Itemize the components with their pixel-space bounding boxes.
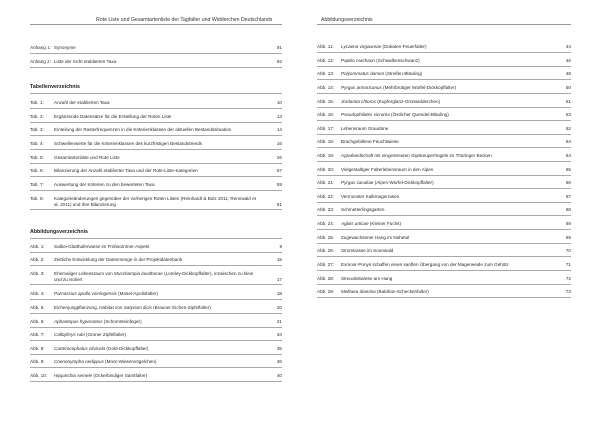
toc-entry-page: 21 — [276, 319, 282, 324]
toc-entry-text: Jordanita chloros (Kupferglanz-Grünwidderchen) — [341, 99, 441, 104]
toc-entry-rule — [30, 67, 282, 68]
toc-entry-rule — [317, 52, 571, 53]
toc-entry-text: Pyrgus cacaliae (Alpen-Würfel-Dickkopffalter) — [341, 180, 434, 185]
toc-entry-text: Aphantopus hyperantus (Schornsteinfeger) — [54, 319, 142, 324]
running-header-left: Rote Liste und Gesamtartenliste der Tagfalter und Widderchen Deutschlands — [96, 17, 273, 23]
toc-entry-label: Tab. 2: — [30, 114, 44, 119]
toc-entry-label: Abb. 14: — [317, 85, 335, 90]
species-name: Callophrys rubi — [54, 332, 85, 337]
toc-entry-label: Abb. 28: — [317, 276, 335, 281]
toc-entry-label: Tab. 6: — [30, 168, 44, 173]
species-name: Pyrgus cacaliae — [341, 180, 374, 185]
toc-entry-text: Zeitliche Entwicklung der Datenmenge in der Projektdatenbank — [54, 257, 183, 262]
toc-entry-page: 48 — [565, 71, 571, 76]
toc-entry-text: Parnassius apollo vinningensis (Mosel-Apollofalter) — [54, 291, 158, 296]
toc-entry-label: Abb. 5: — [30, 305, 45, 310]
toc-entry-text: Salbei-Glatthaferwiese im Frühsommer-Aspekt — [54, 244, 150, 249]
abbildungen-heading: Abbildungsverzeichnis — [30, 229, 88, 235]
toc-entry-text: Bilanzierung der Anzahl etablierter Taxa und der Rote-Liste-Kategorien — [54, 168, 198, 173]
species-name: Carterocephalus silvicola — [54, 346, 106, 351]
abbildungen-heading-rule — [30, 238, 282, 239]
toc-entry-page: 14 — [276, 127, 282, 132]
tabellen-heading: Tabellenverzeichnis — [30, 84, 80, 90]
toc-entry-label: Abb. 4: — [30, 291, 45, 296]
toc-entry-page: 36 — [276, 359, 282, 364]
running-header-right: Abbildungsverzeichnis — [321, 17, 373, 23]
toc-entry-rule — [317, 270, 571, 271]
toc-entry-text: Ehemaliger Lebensraum von Muschampia lavatherae (Loreley-Dickkopffalter), inzwischen zu klein und zu isoliert — [54, 271, 254, 282]
toc-entry-label: Abb. 27: — [317, 262, 335, 267]
toc-entry-rule — [317, 188, 571, 189]
toc-entry-text: Hipparchia semele (Ockerbindiger Samtfalter) — [54, 373, 148, 378]
toc-entry-text: Stromtrasse im Soonwald — [341, 248, 394, 253]
toc-entry-page: 69 — [565, 235, 571, 240]
toc-entry-label: Abb. 3: — [30, 271, 45, 276]
toc-entry-page: 40 — [276, 373, 282, 378]
toc-entry-rule — [30, 190, 282, 191]
toc-entry-label: Abb. 12: — [317, 58, 335, 63]
toc-entry-label: Tab. 1: — [30, 100, 44, 105]
toc-entry-label: Abb. 1: — [30, 244, 45, 249]
header-rule-left — [30, 24, 282, 25]
toc-entry-text: Lebensraum Graudüne — [341, 126, 389, 131]
toc-entry-rule — [317, 175, 571, 176]
toc-entry-page: 13 — [276, 114, 282, 119]
toc-entry-rule — [317, 243, 571, 244]
species-name: Satyrium ilicis — [123, 305, 152, 310]
toc-entry-text: Kategorieänderungen gegenüber der vorherigen Roten Listen (Reinhardt & Bolz 2011; Rennwald et al. 2011) und ihre Bilanzierung — [54, 196, 256, 207]
toc-entry-text: Gesamtartenliste und Rote Liste — [54, 155, 120, 160]
toc-entry-text: Auswertung der Kriterien zu den bewerteten Taxa — [54, 182, 155, 187]
toc-entry-rule — [317, 202, 571, 203]
toc-entry-rule — [317, 120, 571, 121]
species-name: Parnassius apollo vinningensis — [54, 291, 117, 296]
toc-entry-label: Abb. 25: — [317, 235, 335, 240]
toc-entry-label: Tab. 5: — [30, 155, 44, 160]
toc-entry-page: 53 — [565, 112, 571, 117]
toc-entry-page: 18 — [276, 291, 282, 296]
toc-entry-label: Abb. 2: — [30, 257, 45, 262]
toc-entry-label: Abb. 29: — [317, 289, 335, 294]
toc-entry-page: 44 — [565, 44, 571, 49]
toc-entry-rule — [30, 340, 282, 341]
toc-entry-rule — [30, 108, 282, 109]
toc-entry-text: Brachgefallene Feuchtwiese — [341, 139, 399, 144]
toc-entry-rule — [30, 284, 282, 285]
toc-entry-rule — [30, 367, 282, 368]
toc-entry-text: Liste der nicht etablierten Taxa — [54, 59, 117, 64]
toc-entry-rule — [317, 161, 571, 162]
toc-entry-rule — [317, 284, 571, 285]
toc-entry-rule — [317, 66, 571, 67]
toc-entry-label: Abb. 6: — [30, 319, 45, 324]
toc-entry-label: Abb. 8: — [30, 346, 45, 351]
toc-entry-label: Abb. 26: — [317, 248, 335, 253]
toc-entry-label: Abb. 7: — [30, 332, 45, 337]
species-name: Pseudophilotes vicrama — [341, 112, 390, 117]
toc-entry-rule — [30, 327, 282, 328]
toc-entry-rule — [317, 256, 571, 257]
toc-entry-label: Abb. 17: — [317, 126, 335, 131]
toc-entry-text: Anzahl der etablierten Taxa — [54, 100, 110, 105]
toc-entry-label: Abb. 16: — [317, 112, 335, 117]
toc-entry-text: Carterocephalus silvicola (Gold-Dickkopffalter) — [54, 346, 149, 351]
toc-entry-page: 67 — [565, 194, 571, 199]
toc-entry-rule — [30, 135, 282, 136]
toc-entry-page: 50 — [565, 85, 571, 90]
toc-entry-rule — [30, 299, 282, 300]
toc-entry-rule — [30, 313, 282, 314]
toc-entry-label: Abb. 18: — [317, 139, 335, 144]
toc-entry-label: Anhang 2: — [30, 59, 51, 64]
toc-entry-page: 10 — [276, 100, 282, 105]
toc-entry-label: Abb. 22: — [317, 194, 335, 199]
toc-entry-page: 69 — [565, 221, 571, 226]
toc-entry-text: Vermooster Kalkmagerrasen — [341, 194, 400, 199]
toc-entry-page: 59 — [276, 182, 282, 187]
toc-entry-rule — [30, 163, 282, 164]
toc-entry-label: Abb. 24: — [317, 221, 335, 226]
toc-entry-rule — [317, 229, 571, 230]
toc-entry-text: Melitaea diamina (Baldrian-Scheckenfalter) — [341, 289, 429, 294]
toc-entry-text: Schmetterlingsgarten — [341, 207, 385, 212]
toc-entry-rule — [30, 265, 282, 266]
toc-entry-text: Lycaena virgaureae (Dukaten-Feuerfalter) — [341, 44, 427, 49]
toc-entry-rule — [317, 107, 571, 108]
toc-entry-page: 26 — [276, 155, 282, 160]
toc-entry-rule — [30, 53, 282, 54]
toc-entry-rule — [317, 147, 571, 148]
tabellen-heading-rule — [30, 93, 282, 94]
toc-entry-label: Tab. 7: — [30, 182, 44, 187]
toc-entry-page: 15 — [276, 257, 282, 262]
toc-entry-page: 64 — [565, 139, 571, 144]
toc-entry-rule — [30, 149, 282, 150]
toc-entry-rule — [30, 122, 282, 123]
toc-entry-text: Callophrys rubi (Grüner Zipfelfalter) — [54, 332, 126, 337]
toc-entry-page: 92 — [276, 59, 282, 64]
toc-entry-label: Abb. 15: — [317, 99, 335, 104]
toc-entry-text: Aglais urticae (Kleiner Fuchs) — [341, 221, 401, 226]
toc-entry-label: Abb. 21: — [317, 180, 335, 185]
toc-entry-label: Abb. 10: — [30, 373, 48, 378]
species-name: Aglais urticae — [341, 221, 369, 226]
toc-entry-page: 71 — [565, 262, 571, 267]
toc-entry-rule — [317, 215, 571, 216]
toc-entry-page: 17 — [276, 276, 282, 282]
toc-entry-rule — [317, 134, 571, 135]
toc-entry-page: 9 — [279, 244, 282, 249]
species-name: Melitaea diamina — [341, 289, 376, 294]
toc-entry-page: 20 — [276, 305, 282, 310]
species-name: Papilio machaon — [341, 58, 375, 63]
toc-entry-label: Abb. 11: — [317, 44, 334, 49]
toc-entry-page: 65 — [565, 167, 571, 172]
toc-entry-page: 68 — [565, 207, 571, 212]
toc-entry-page: 70 — [565, 248, 571, 253]
toc-entry-label: Abb. 13: — [317, 71, 335, 76]
toc-entry-rule — [30, 176, 282, 177]
toc-entry-page: 72 — [565, 276, 571, 281]
toc-entry-label: Anhang 1: — [30, 45, 51, 50]
toc-entry-label: Tab. 4: — [30, 141, 44, 146]
toc-entry-page: 51 — [565, 99, 571, 104]
toc-entry-text: Synonyme — [54, 45, 76, 50]
toc-entry-label: Abb. 9: — [30, 359, 45, 364]
toc-entry-text: Exmoor-Ponys schaffen einen sanften Übergang von der Magerweide zum Gehölz — [341, 262, 509, 267]
species-name: Pyrgus armoricanus — [341, 85, 382, 90]
species-name: Coenonympha oedippus — [54, 359, 104, 364]
toc-entry-text: Papilio machaon (Schwalbenschwanz) — [341, 58, 420, 63]
toc-entry-text: Pseudophilotes vicrama (Östlicher Quendel-Bläuling) — [341, 112, 449, 117]
toc-entry-text: Polyommatus damon (Streifen-Bläuling) — [341, 71, 423, 76]
species-name: Jordanita chloros — [341, 99, 376, 104]
toc-entry-rule — [317, 79, 571, 80]
toc-entry-rule — [30, 381, 282, 382]
toc-entry-rule — [30, 209, 282, 210]
toc-entry-page: 64 — [565, 153, 571, 158]
species-name: Polyommatus damon — [341, 71, 385, 76]
toc-entry-page: 62 — [565, 126, 571, 131]
toc-entry-label: Abb. 20: — [317, 167, 335, 172]
toc-entry-text: Streuobstwiese am Hang — [341, 276, 393, 281]
toc-entry-page: 46 — [565, 58, 571, 63]
species-name: Aphantopus hyperantus — [54, 319, 103, 324]
toc-entry-page: 16 — [276, 141, 282, 146]
toc-entry-label: Tab. 3: — [30, 127, 44, 132]
toc-entry-text: Eichenjungpflanzung, Habitat von Satyrium ilicis (Brauner Eichen-Zipfelfalter) — [54, 305, 211, 310]
toc-entry-text: Agrarlandschaft mit eingestreuten Gipskeuperhügeln im Thüringer Becken — [341, 153, 492, 158]
toc-entry-label: Abb. 23: — [317, 207, 335, 212]
toc-entry-text: Schwellenwerte für die Kriterienklassen des kurzfristigen Bestandstrends — [54, 141, 203, 146]
toc-entry-label: Abb. 19: — [317, 153, 335, 158]
toc-entry-rule — [30, 252, 282, 253]
toc-entry-page: 57 — [276, 168, 282, 173]
toc-entry-text: Vielgestaltiger Falterlebensraum in den Alpen — [341, 167, 434, 172]
toc-entry-text: Einteilung der Rasterfrequenzen in die Kriterienklassen der aktuellen Bestandssituation — [54, 127, 232, 132]
toc-entry-label: Tab. 8: — [30, 196, 44, 201]
toc-entry-text: Zugewachsener Hang im Nahetal — [341, 235, 410, 240]
toc-entry-page: 61 — [276, 201, 282, 207]
species-name: Hipparchia semele — [54, 373, 93, 378]
toc-entry-rule — [30, 354, 282, 355]
toc-entry-page: 91 — [276, 45, 282, 50]
toc-entry-text: Pyrgus armoricanus (Mehrbrütiger Würfel-Dickkopffalter) — [341, 85, 457, 90]
toc-entry-text: Ergänzende Datensätze für die Erstellung der Roten Liste — [54, 114, 172, 119]
toc-entry-text: Coenonympha oedippus (Moor-Wiesenvögelchen) — [54, 359, 157, 364]
toc-entry-rule — [317, 297, 571, 298]
species-name: Muschampia lavatherae — [114, 271, 163, 276]
header-rule-right — [317, 24, 571, 25]
toc-entry-page: 34 — [276, 332, 282, 337]
species-name: Lycaena virgaureae — [341, 44, 382, 49]
toc-entry-page: 66 — [565, 180, 571, 185]
toc-entry-page: 35 — [276, 346, 282, 351]
toc-entry-rule — [317, 93, 571, 94]
toc-entry-page: 73 — [565, 289, 571, 294]
